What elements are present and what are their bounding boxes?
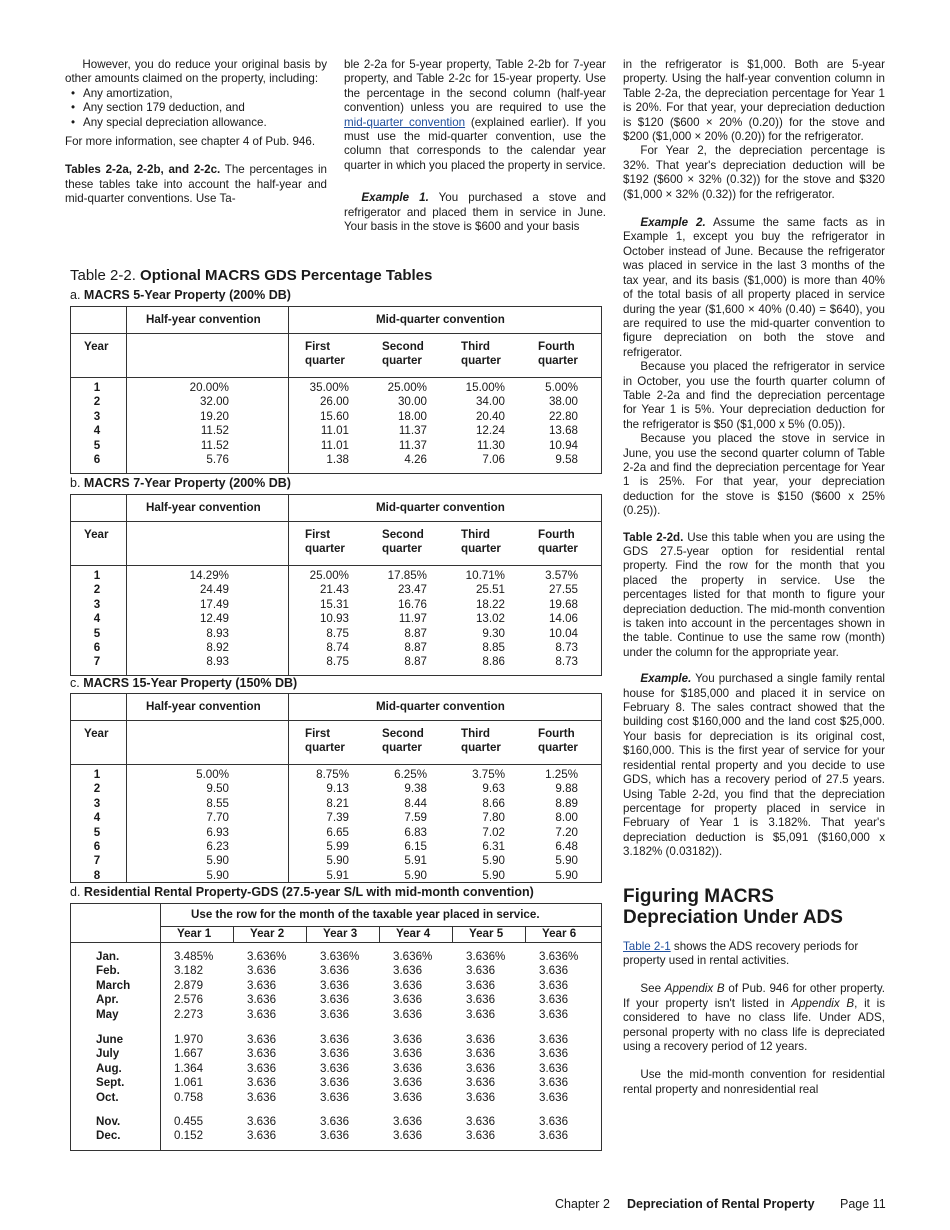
footer-chapter: Chapter 2	[555, 1197, 610, 1211]
half-year-header: Half-year convention	[146, 501, 261, 514]
paragraph: in the refrigerator is $1,000. Both are 5-year property. Using the half-year convention column in Table 2-2a, the depreciation percentage for Year 1 is 20%. For that year, your depreciation deduction is $120 ($600 × 20% (0.20)) for the stove and $200 ($1,000 × 20% (0.20)) for the refrigerator.	[623, 58, 885, 144]
paragraph: Table 2-2d. Use this table when you are using the GDS 27.5-year option for residential rental property. Find the row for the month that you placed the property in service. Use the percentages listed for that month to figure your depreciation deduction. The mid-month convention is taken into account in the percentages shown in the table. Continue to use the same row (month) under the column for the appropriate year.	[623, 530, 885, 659]
year-5-column: 3.636 3.636	[466, 1115, 496, 1143]
year-column: 1 2 3 4 5 6 7	[93, 569, 101, 669]
table-2-1-link[interactable]: Table 2-1	[623, 939, 671, 953]
half-year-header: Half-year convention	[146, 700, 261, 713]
first-quarter-header: First quarter	[305, 340, 345, 368]
table-a-5-year	[70, 306, 602, 474]
month-column: Jan. Feb. March Apr. May	[96, 950, 131, 1021]
run-in-heading: Tables 2-2a, 2-2b, and 2-2c.	[65, 163, 221, 177]
fourth-quarter-header: Fourth quarter	[538, 727, 578, 755]
paragraph: See Appendix B of Pub. 946 for other property. If your property isn't listed in Appendix B, it is considered to have no class life. Under ADS, personal property with no class life is depreciated using a recovery period of 12 years.	[623, 982, 885, 1053]
footer-title: Depreciation of Rental Property	[627, 1197, 815, 1211]
second-quarter-header: Second quarter	[382, 340, 424, 368]
footer-page-number: Page 11	[840, 1197, 886, 1211]
second-quarter-column: 6.25% 9.38 8.44 7.59 6.83 6.15 5.91 5.90	[394, 768, 427, 882]
second-quarter-header: Second quarter	[382, 727, 424, 755]
year-4-header: Year 4	[396, 927, 431, 940]
paragraph: Tables 2-2a, 2-2b, and 2-2c. The percentages in these tables take into account the half-year and mid-quarter conventions. Use Ta-	[65, 163, 328, 206]
paragraph: Because you placed the stove in service in June, you use the second quarter column of Table 2-2a and find the depreciation percentage for Year 1 is 25%. For that year, your depreciation deduction for the stove is $150 ($600 x 25% (0.25)).	[623, 432, 885, 518]
paragraph: Table 2-1 shows the ADS recovery periods for property used in rental activities.	[623, 939, 859, 967]
year-2-column: 3.636 3.636 3.636 3.636 3.636	[247, 1033, 277, 1104]
month-instruction-header: Use the row for the month of the taxable year placed in service.	[191, 908, 540, 921]
year-6-header: Year 6	[542, 927, 577, 940]
year-4-column: 3.636 3.636	[393, 1115, 423, 1143]
table-d-residential-rental	[70, 903, 602, 1151]
year-4-column: 3.636% 3.636 3.636 3.636 3.636	[393, 950, 433, 1021]
paragraph: For more information, see chapter 4 of Pub. 946.	[65, 135, 316, 149]
third-quarter-header: Third quarter	[461, 727, 501, 755]
first-quarter-header: First quarter	[305, 528, 345, 556]
paragraph: Because you placed the refrigerator in service in October, you use the fourth quarter column of Table 2-2a and find the depreciation percentage for Year 1 is 5%. Your depreciation deduction for the refrigerator is $50 ($1,000 x 5% (0.05)).	[623, 360, 885, 431]
half-year-header: Half-year convention	[146, 313, 261, 326]
example-label: Example.	[640, 672, 692, 686]
year-3-column: 3.636% 3.636 3.636 3.636 3.636	[320, 950, 360, 1021]
month-column: Nov. Dec.	[96, 1115, 121, 1143]
year-header: Year	[84, 528, 109, 541]
fourth-quarter-column: 3.57% 27.55 19.68 14.06 10.04 8.73 8.73	[545, 569, 578, 669]
paragraph: Example. You purchased a single family rental house for $185,000 and placed it in service on February 8. The sales contract showed that the building cost $160,000 and the land cost $25,000. Your basis for depreciation is its original cost, $160,000. This is the first year of service for your residential rental property and you decide to use GDS, which has a recovery period of 27.5 years. Using Table 2-2d, you find that the depreciation percentage for property placed in service in February of Year 1 is 3.182%. That year's depreciation deduction is $5,091 ($160,000 x 3.182% (0.03182)).	[623, 672, 886, 859]
table-a-title: a. MACRS 5-Year Property (200% DB)	[70, 288, 291, 302]
third-quarter-column: 3.75% 9.63 8.66 7.80 7.02 6.31 5.90 5.90	[472, 768, 505, 882]
year-2-column: 3.636 3.636	[247, 1115, 277, 1143]
year-6-column: 3.636% 3.636 3.636 3.636 3.636	[539, 950, 579, 1021]
paragraph: ble 2-2a for 5-year property, Table 2-2b for 7-year property, and Table 2-2c for 15-year property. Use the percentage in the second column (half-year convention) unless you are required to use the mid-quarter convention (explained earlier). If you must use the mid-quarter convention, use the column that corresponds to the calendar year quarter in which you placed the property in service.	[344, 58, 606, 172]
paragraph: Use the mid-month convention for residential rental property and nonresidential real	[623, 1068, 885, 1096]
table-b-7-year	[70, 494, 602, 676]
year-1-column: 0.455 0.152	[174, 1115, 204, 1143]
section-heading: Figuring MACRS Depreciation Under ADS	[623, 885, 843, 928]
list-item: • Any special depreciation allowance.	[71, 116, 327, 130]
mid-quarter-link[interactable]: mid-quarter convention	[344, 115, 466, 129]
table-d-title: d. Residential Rental Property-GDS (27.5-year S/L with mid-month convention)	[70, 885, 534, 899]
year-column: 1 2 3 4 5 6	[93, 381, 101, 467]
year-5-column: 3.636% 3.636 3.636 3.636 3.636	[466, 950, 506, 1021]
year-3-column: 3.636 3.636 3.636 3.636 3.636	[320, 1033, 350, 1104]
run-in-heading: Table 2-2d.	[623, 530, 684, 544]
year-column: 1 2 3 4 5 6 7 8	[93, 768, 101, 882]
year-1-column: 3.485% 3.182 2.879 2.576 2.273	[174, 950, 214, 1021]
table-c-title: c. MACRS 15-Year Property (150% DB)	[70, 676, 298, 690]
column-2-text	[344, 58, 606, 234]
second-quarter-header: Second quarter	[382, 528, 424, 556]
mid-quarter-header: Mid-quarter convention	[376, 313, 505, 326]
year-5-header: Year 5	[469, 927, 504, 940]
table-title: Table 2-2. Optional MACRS GDS Percentage Tables	[70, 267, 433, 284]
fourth-quarter-column: 1.25% 9.88 8.89 8.00 7.20 6.48 5.90 5.90	[545, 768, 578, 882]
column-1-text	[65, 58, 327, 207]
first-quarter-column: 25.00% 21.43 15.31 10.93 8.75 8.74 8.75	[309, 569, 349, 669]
year-header: Year	[84, 340, 109, 353]
bullet-list	[65, 87, 327, 130]
month-column: June July Aug. Sept. Oct.	[96, 1033, 125, 1104]
third-quarter-column: 15.00% 34.00 20.40 12.24 11.30 7.06	[465, 381, 505, 467]
first-quarter-column: 35.00% 26.00 15.60 11.01 11.01 1.38	[309, 381, 349, 467]
half-year-column: 14.29% 24.49 17.49 12.49 8.93 8.92 8.93	[189, 569, 229, 669]
fourth-quarter-header: Fourth quarter	[538, 340, 578, 368]
year-3-header: Year 3	[323, 927, 358, 940]
half-year-column: 5.00% 9.50 8.55 7.70 6.93 6.23 5.90 5.90	[196, 768, 229, 882]
year-6-column: 3.636 3.636	[539, 1115, 569, 1143]
example-label: Example 1.	[361, 191, 429, 205]
year-3-column: 3.636 3.636	[320, 1115, 350, 1143]
third-quarter-header: Third quarter	[461, 340, 501, 368]
mid-quarter-header: Mid-quarter convention	[376, 700, 505, 713]
second-quarter-column: 25.00% 30.00 18.00 11.37 11.37 4.26	[387, 381, 427, 467]
fourth-quarter-column: 5.00% 38.00 22.80 13.68 10.94 9.58	[545, 381, 578, 467]
mid-quarter-header: Mid-quarter convention	[376, 501, 505, 514]
first-quarter-column: 8.75% 9.13 8.21 7.39 6.65 5.99 5.90 5.91	[316, 768, 349, 882]
year-header: Year	[84, 727, 109, 740]
half-year-column: 20.00% 32.00 19.20 11.52 11.52 5.76	[189, 381, 229, 467]
fourth-quarter-header: Fourth quarter	[538, 528, 578, 556]
column-3-text	[623, 58, 885, 1097]
table-c-15-year	[70, 693, 602, 883]
second-quarter-column: 17.85% 23.47 16.76 11.97 8.87 8.87 8.87	[387, 569, 427, 669]
list-item: • Any section 179 deduction, and	[71, 101, 327, 115]
third-quarter-header: Third quarter	[461, 528, 501, 556]
paragraph: Example 2. Assume the same facts as in Example 1, except you buy the refrigerator in October instead of June. Because the refrigerator was placed in service in the last 3 months of the tax year, and its basis ($1,000) is more than 40% of the total basis of all property placed in service during the year ($1,600 × 40% (0.40) = $640), you are required to use the mid-quarter convention to figure depreciation on both the stove and refrigerator.	[623, 216, 885, 359]
paragraph: However, you do reduce your original basis by other amounts claimed on the property, including:	[65, 58, 327, 86]
year-4-column: 3.636 3.636 3.636 3.636 3.636	[393, 1033, 423, 1104]
third-quarter-column: 10.71% 25.51 18.22 13.02 9.30 8.85 8.86	[465, 569, 505, 669]
year-5-column: 3.636 3.636 3.636 3.636 3.636	[466, 1033, 496, 1104]
year-1-header: Year 1	[177, 927, 212, 940]
first-quarter-header: First quarter	[305, 727, 345, 755]
year-6-column: 3.636 3.636 3.636 3.636 3.636	[539, 1033, 569, 1104]
year-2-column: 3.636% 3.636 3.636 3.636 3.636	[247, 950, 287, 1021]
list-item: • Any amortization,	[71, 87, 327, 101]
example-label: Example 2.	[640, 216, 706, 230]
paragraph: For Year 2, the depreciation percentage is 32%. That year's depreciation deduction will be $192 ($600 × 32% (0.32)) for the stove and $320 ($1,000 × 32% (0.32)) for the refrigerator.	[623, 144, 885, 201]
table-b-title: b. MACRS 7-Year Property (200% DB)	[70, 476, 291, 490]
paragraph: Example 1. You purchased a stove and refrigerator and placed them in service in June. Your basis in the stove is $600 and your basis	[344, 191, 607, 234]
year-1-column: 1.970 1.667 1.364 1.061 0.758	[174, 1033, 204, 1104]
year-2-header: Year 2	[250, 927, 285, 940]
